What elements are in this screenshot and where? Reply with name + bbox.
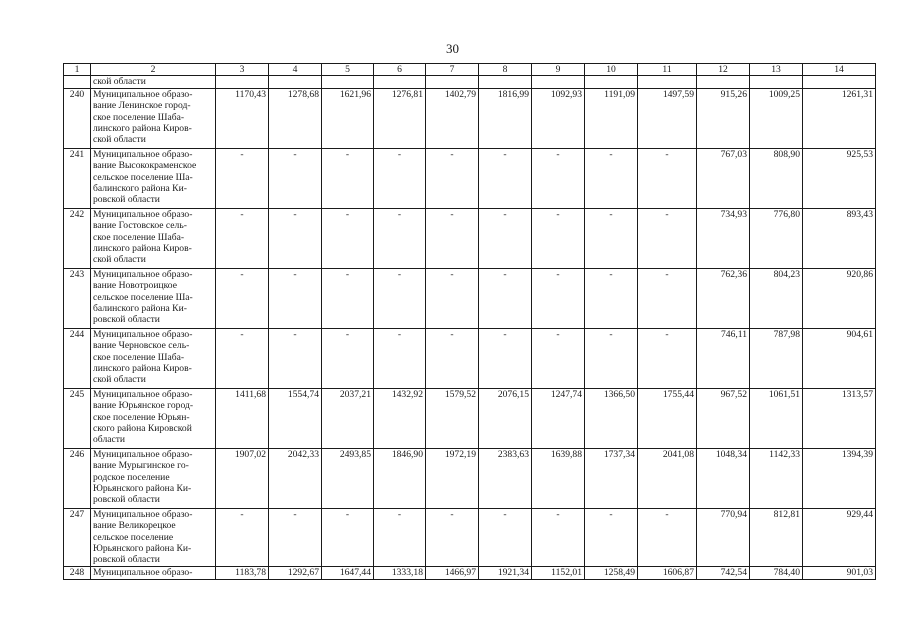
value-cell: 920,86 — [803, 268, 876, 328]
value-cell: 1466,97 — [426, 566, 479, 579]
municipality-name-line: вание Великорецкое — [93, 520, 176, 532]
municipality-name-line: ского района Кировской — [93, 423, 192, 435]
table-row — [64, 508, 876, 566]
value-cell: 915,26 — [697, 88, 750, 148]
municipality-name-cell — [91, 328, 216, 388]
value-cell: - — [322, 148, 374, 208]
value-cell: 904,61 — [803, 328, 876, 388]
value-cell: 2037,21 — [322, 388, 374, 448]
value-cell — [269, 76, 322, 88]
value-cell: 776,80 — [750, 208, 803, 268]
value-cell: 812,81 — [750, 508, 803, 566]
row-number-cell: 241 — [64, 148, 91, 208]
value-cell: 1009,25 — [750, 88, 803, 148]
municipality-name-line: балинского района Ки- — [93, 303, 187, 315]
value-cell — [216, 76, 269, 88]
value-cell: - — [532, 328, 585, 388]
municipality-name-line: ровской области — [93, 194, 160, 206]
value-cell: - — [479, 208, 532, 268]
row-number-cell: 246 — [64, 448, 91, 508]
row-number-cell: 240 — [64, 88, 91, 148]
municipality-name-cell: ской области — [91, 76, 216, 88]
value-cell: 1402,79 — [426, 88, 479, 148]
municipality-name-line: ской области — [93, 134, 146, 146]
column-number: 12 — [697, 64, 750, 76]
value-cell: 1061,51 — [750, 388, 803, 448]
column-number: 10 — [585, 64, 638, 76]
value-cell: 1921,34 — [479, 566, 532, 579]
value-cell: - — [532, 208, 585, 268]
value-cell: - — [479, 508, 532, 566]
table-row — [64, 208, 876, 268]
column-number: 14 — [803, 64, 876, 76]
value-cell: 1907,02 — [216, 448, 269, 508]
value-cell: 1394,39 — [803, 448, 876, 508]
value-cell: - — [426, 508, 479, 566]
value-cell: 1278,68 — [269, 88, 322, 148]
municipality-name-cell — [91, 508, 216, 566]
municipality-name-line: Юрьянского района Ки- — [93, 543, 192, 555]
table-row — [64, 328, 876, 388]
value-cell: 770,94 — [697, 508, 750, 566]
municipality-name-line: ровской области — [93, 494, 160, 506]
municipality-name-line: Муниципальное образо- — [93, 148, 193, 160]
value-cell: - — [532, 508, 585, 566]
value-cell: 1170,43 — [216, 88, 269, 148]
value-cell: 901,03 — [803, 566, 876, 579]
municipality-name-line: Муниципальное образо- — [93, 88, 193, 100]
value-cell: 1816,99 — [479, 88, 532, 148]
municipality-name-line: ской области — [93, 374, 146, 386]
value-cell — [585, 76, 638, 88]
value-cell: - — [322, 208, 374, 268]
value-cell: - — [269, 328, 322, 388]
municipality-name-line: вание Юрьянское город- — [93, 400, 194, 412]
value-cell: 787,98 — [750, 328, 803, 388]
column-number: 7 — [426, 64, 479, 76]
value-cell: 1647,44 — [322, 566, 374, 579]
value-cell: 784,40 — [750, 566, 803, 579]
value-cell: 1152,01 — [532, 566, 585, 579]
value-cell: - — [479, 328, 532, 388]
value-cell: - — [216, 208, 269, 268]
municipality-name-line: сельское поселение Ша- — [93, 291, 193, 303]
value-cell: - — [532, 148, 585, 208]
value-cell: 1846,90 — [374, 448, 426, 508]
municipality-name-line: вание Мурыгинское го- — [93, 460, 189, 472]
value-cell: 1092,93 — [532, 88, 585, 148]
row-number-cell: 248 — [64, 566, 91, 579]
municipality-name-line: вание Новотроицкое — [93, 280, 177, 292]
municipality-name-line: балинского района Ки- — [93, 183, 187, 195]
value-cell: - — [322, 268, 374, 328]
row-number-cell: 242 — [64, 208, 91, 268]
value-cell: - — [479, 148, 532, 208]
column-number: 11 — [638, 64, 697, 76]
value-cell: - — [269, 508, 322, 566]
value-cell: 1621,96 — [322, 88, 374, 148]
column-number: 5 — [322, 64, 374, 76]
value-cell: 1737,34 — [585, 448, 638, 508]
row-number-cell: 245 — [64, 388, 91, 448]
value-cell: 929,44 — [803, 508, 876, 566]
value-cell: 1755,44 — [638, 388, 697, 448]
municipality-name-cell — [91, 208, 216, 268]
value-cell — [374, 76, 426, 88]
value-cell: - — [426, 328, 479, 388]
value-cell: - — [374, 268, 426, 328]
value-cell: 1313,57 — [803, 388, 876, 448]
value-cell: 1333,18 — [374, 566, 426, 579]
municipality-name-cell — [91, 388, 216, 448]
column-number: 2 — [91, 64, 216, 76]
municipality-name-cell — [91, 88, 216, 148]
table-row — [64, 268, 876, 328]
value-cell: 1048,34 — [697, 448, 750, 508]
value-cell: 1432,92 — [374, 388, 426, 448]
value-cell: - — [532, 268, 585, 328]
value-cell: 1258,49 — [585, 566, 638, 579]
municipality-name-line: Муниципальное образо- — [93, 508, 193, 520]
value-cell: - — [426, 208, 479, 268]
municipality-name-line: линского района Киров- — [93, 123, 192, 135]
value-cell — [322, 76, 374, 88]
value-cell: - — [585, 508, 638, 566]
municipality-name-line: ское поселение Шаба- — [93, 231, 185, 243]
value-cell: - — [322, 508, 374, 566]
value-cell: 734,93 — [697, 208, 750, 268]
value-cell: 1276,81 — [374, 88, 426, 148]
value-cell: 2383,63 — [479, 448, 532, 508]
municipality-name-line: вание Ленинское город- — [93, 100, 191, 112]
value-cell — [532, 76, 585, 88]
value-cell: 808,90 — [750, 148, 803, 208]
value-cell: 1554,74 — [269, 388, 322, 448]
row-number-cell: 244 — [64, 328, 91, 388]
column-number: 6 — [374, 64, 426, 76]
value-cell: - — [638, 508, 697, 566]
value-cell: - — [638, 328, 697, 388]
municipality-name-line: Муниципальное образо- — [93, 328, 193, 340]
value-cell: - — [374, 328, 426, 388]
value-cell: - — [216, 328, 269, 388]
column-number: 1 — [64, 64, 91, 76]
municipality-name-line: линского района Киров- — [93, 243, 192, 255]
column-number: 8 — [479, 64, 532, 76]
value-cell: - — [638, 148, 697, 208]
municipality-name-cell — [91, 448, 216, 508]
value-cell — [750, 76, 803, 88]
municipality-name-cell — [91, 268, 216, 328]
municipality-name-line: Муниципальное образо- — [93, 208, 193, 220]
table-row — [64, 148, 876, 208]
value-cell: 1247,74 — [532, 388, 585, 448]
value-cell: 1606,87 — [638, 566, 697, 579]
value-cell: 925,53 — [803, 148, 876, 208]
value-cell: - — [426, 268, 479, 328]
continuation-row — [64, 76, 876, 88]
value-cell: - — [426, 148, 479, 208]
municipality-name-line: Муниципальное образо- — [93, 566, 193, 578]
value-cell: - — [585, 268, 638, 328]
value-cell: - — [374, 208, 426, 268]
municipality-name-line: Юрьянского района Ки- — [93, 483, 192, 495]
value-cell — [479, 76, 532, 88]
municipality-name-line: ровской области — [93, 314, 160, 326]
value-cell — [803, 76, 876, 88]
value-cell: 767,03 — [697, 148, 750, 208]
column-number: 13 — [750, 64, 803, 76]
value-cell: 746,11 — [697, 328, 750, 388]
municipality-name-cell — [91, 566, 216, 579]
value-cell: 1411,68 — [216, 388, 269, 448]
row-number-cell: 247 — [64, 508, 91, 566]
value-cell: - — [585, 208, 638, 268]
value-cell: - — [216, 148, 269, 208]
table-row — [64, 388, 876, 448]
value-cell: 1579,52 — [426, 388, 479, 448]
municipality-name-line: ское поселение Шаба- — [93, 111, 185, 123]
value-cell — [426, 76, 479, 88]
value-cell: - — [638, 268, 697, 328]
municipality-name-line: ское поселение Шаба- — [93, 351, 185, 363]
value-cell: 893,43 — [803, 208, 876, 268]
value-cell: 2493,85 — [322, 448, 374, 508]
value-cell: 1183,78 — [216, 566, 269, 579]
value-cell: 742,54 — [697, 566, 750, 579]
value-cell: 1972,19 — [426, 448, 479, 508]
value-cell: - — [479, 268, 532, 328]
value-cell: 1497,59 — [638, 88, 697, 148]
table-row — [64, 88, 876, 148]
value-cell: - — [585, 148, 638, 208]
value-cell: 1292,67 — [269, 566, 322, 579]
value-cell: 1639,88 — [532, 448, 585, 508]
page-number: 30 — [446, 41, 459, 56]
value-cell — [638, 76, 697, 88]
value-cell: - — [216, 268, 269, 328]
value-cell: - — [638, 208, 697, 268]
municipality-name-line: вание Высококраменское — [93, 160, 197, 172]
value-cell: 2041,08 — [638, 448, 697, 508]
value-cell: - — [269, 148, 322, 208]
value-cell: 1366,50 — [585, 388, 638, 448]
municipality-name-line: вание Черновское сель- — [93, 340, 190, 352]
municipality-name-line: родское поселение — [93, 471, 170, 483]
value-cell: - — [374, 508, 426, 566]
value-cell: 762,36 — [697, 268, 750, 328]
municipality-name-line: сельское поселение Ша- — [93, 171, 193, 183]
municipality-name-line: сельское поселение — [93, 531, 174, 543]
municipality-name-line: области — [93, 434, 126, 446]
municipality-name-cell — [91, 148, 216, 208]
municipality-name-line: ской области — [93, 254, 146, 266]
row-number-cell — [64, 76, 91, 88]
value-cell: 2076,15 — [479, 388, 532, 448]
municipality-name-line: вание Гостовское сель- — [93, 220, 187, 232]
value-cell: 804,23 — [750, 268, 803, 328]
table-body — [64, 64, 876, 580]
value-cell: 2042,33 — [269, 448, 322, 508]
value-cell: 1261,31 — [803, 88, 876, 148]
table-row — [64, 448, 876, 508]
municipality-name-line: ское поселение Юрьян- — [93, 411, 190, 423]
municipality-name-line: Муниципальное образо- — [93, 268, 193, 280]
column-number: 3 — [216, 64, 269, 76]
value-cell: - — [585, 328, 638, 388]
value-cell: 1142,33 — [750, 448, 803, 508]
municipality-name-line: Муниципальное образо- — [93, 388, 193, 400]
data-table — [63, 63, 876, 580]
municipality-name-line: ровской области — [93, 554, 160, 566]
value-cell: - — [269, 268, 322, 328]
value-cell: - — [374, 148, 426, 208]
value-cell: - — [216, 508, 269, 566]
column-number-row — [64, 64, 876, 76]
value-cell — [697, 76, 750, 88]
value-cell: - — [269, 208, 322, 268]
value-cell: 1191,09 — [585, 88, 638, 148]
column-number: 9 — [532, 64, 585, 76]
municipality-name-line: Муниципальное образо- — [93, 448, 193, 460]
table-row — [64, 566, 876, 579]
value-cell: - — [322, 328, 374, 388]
column-number: 4 — [269, 64, 322, 76]
value-cell: 967,52 — [697, 388, 750, 448]
row-number-cell: 243 — [64, 268, 91, 328]
municipality-name-line: линского района Киров- — [93, 363, 192, 375]
